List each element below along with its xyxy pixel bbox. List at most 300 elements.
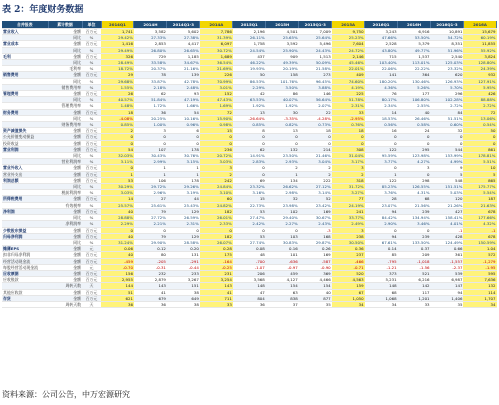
value-cell: 42 bbox=[233, 91, 266, 97]
value-cell: 141 bbox=[365, 72, 398, 78]
value-cell: 3.88% bbox=[299, 84, 332, 90]
value-cell: -1,557 bbox=[431, 258, 464, 264]
value-cell: 1,513 bbox=[299, 53, 332, 59]
value-cell: 55.92% bbox=[463, 47, 496, 53]
value-cell: 1 bbox=[167, 165, 200, 171]
value-cell: 23.32% bbox=[233, 184, 266, 190]
value-cell: 68 bbox=[398, 196, 431, 202]
value-cell: 147 bbox=[431, 283, 464, 289]
value-cell: 5.95% bbox=[463, 84, 496, 90]
value-cell: 74.60% bbox=[332, 78, 365, 84]
value-cell: 32.03% bbox=[101, 153, 134, 159]
value-cell: 3 bbox=[332, 227, 365, 233]
value-cell: 273 bbox=[299, 72, 332, 78]
value-cell: 113.01% bbox=[398, 60, 431, 66]
value-cell: 33 bbox=[332, 109, 365, 115]
table-row bbox=[2, 78, 497, 84]
value-cell: 156 bbox=[101, 270, 134, 276]
value-cell: 3 bbox=[332, 165, 365, 171]
value-cell: 53 bbox=[233, 208, 266, 214]
value-cell: 369 bbox=[299, 270, 332, 276]
value-cell: -0.44 bbox=[167, 264, 200, 270]
row-label: 归母净利润 bbox=[2, 233, 48, 239]
value-cell: 23.50% bbox=[266, 153, 299, 159]
row-label: 每股经营活动现金流 bbox=[2, 264, 48, 270]
value-cell: 678 bbox=[463, 208, 496, 214]
value-cell: 0 bbox=[134, 227, 167, 233]
value-cell: 4.01% bbox=[431, 221, 464, 227]
value-cell: 22.73% bbox=[233, 202, 266, 208]
value-cell: 31.24% bbox=[101, 239, 134, 245]
value-cell: 45.46% bbox=[332, 60, 365, 66]
value-cell: 50 bbox=[233, 72, 266, 78]
metric-label: 同比 bbox=[48, 239, 82, 245]
value-cell: 3,568 bbox=[233, 277, 266, 283]
value-cell: 242 bbox=[200, 177, 233, 183]
value-cell: 34 bbox=[463, 301, 496, 307]
value-cell: 151.51% bbox=[431, 184, 464, 190]
value-cell: 24.19% bbox=[332, 202, 365, 208]
value-cell: 21.69% bbox=[200, 66, 233, 72]
value-cell: 4,466 bbox=[299, 277, 332, 283]
value-cell: 33.58% bbox=[134, 60, 167, 66]
unit-cell: % bbox=[82, 122, 101, 128]
value-cell: 13 bbox=[266, 128, 299, 134]
metric-label: 同比 bbox=[48, 78, 82, 84]
value-cell: 3.11% bbox=[101, 159, 134, 165]
metric-label: 营业利润率 bbox=[48, 159, 82, 165]
value-cell: 2 bbox=[299, 165, 332, 171]
value-cell: 0 bbox=[365, 140, 398, 146]
unit-cell: 天 bbox=[82, 301, 101, 307]
row-label: 所得税费用 bbox=[2, 196, 48, 202]
value-cell: 428 bbox=[431, 233, 464, 239]
value-cell: 27.47% bbox=[233, 215, 266, 221]
value-cell: 33 bbox=[398, 301, 431, 307]
value-cell: 26.62% bbox=[266, 184, 299, 190]
value-cell: 43.80% bbox=[365, 47, 398, 53]
value-cell: 33.87% bbox=[134, 78, 167, 84]
row-label: 销售费用 bbox=[2, 72, 48, 78]
value-cell: 101 bbox=[266, 252, 299, 258]
value-cell: 130.46% bbox=[398, 78, 431, 84]
unit-cell: 天 bbox=[82, 283, 101, 289]
header-row bbox=[2, 21, 497, 29]
source-note: 资料来源：公司公告，中万宏源研究 bbox=[2, 390, 130, 399]
value-cell: 2.55% bbox=[398, 103, 431, 109]
column-header: 2014H bbox=[134, 21, 167, 29]
value-cell: 22.22% bbox=[398, 66, 431, 72]
value-cell: 26.80% bbox=[134, 47, 167, 53]
value-cell: 520 bbox=[332, 270, 365, 276]
value-cell: 0.28 bbox=[200, 246, 233, 252]
value-cell: 3.19% bbox=[167, 190, 200, 196]
value-cell: 56.64% bbox=[299, 97, 332, 103]
metric-label: 同比 bbox=[48, 115, 82, 121]
value-cell: 0 bbox=[167, 134, 200, 140]
metric-label: 金额 bbox=[48, 289, 82, 295]
value-cell: 1,406 bbox=[431, 295, 464, 301]
financial-table-container bbox=[2, 21, 497, 384]
unit-cell: % bbox=[82, 202, 101, 208]
value-cell: 41 bbox=[134, 289, 167, 295]
value-cell: 26.11% bbox=[233, 35, 266, 41]
value-cell: 1 bbox=[134, 165, 167, 171]
value-cell: 932 bbox=[463, 72, 496, 78]
value-cell: 30.67% bbox=[299, 215, 332, 221]
value-cell: 79 bbox=[134, 233, 167, 239]
value-cell: 85.23% bbox=[365, 184, 398, 190]
value-cell: 437 bbox=[233, 53, 266, 59]
value-cell: 2,528 bbox=[365, 41, 398, 47]
row-label: 净利润 bbox=[2, 208, 48, 214]
value-cell: 0 bbox=[266, 227, 299, 233]
metric-label: 金额 bbox=[48, 196, 82, 202]
value-cell: 134.94% bbox=[398, 215, 431, 221]
value-cell: -1,018 bbox=[398, 258, 431, 264]
value-cell: 595 bbox=[463, 270, 496, 276]
value-cell: 41 bbox=[200, 289, 233, 295]
value-cell: 0 bbox=[398, 140, 431, 146]
value-cell: 1.04 bbox=[463, 246, 496, 252]
value-cell: 40 bbox=[101, 208, 134, 214]
value-cell: -636 bbox=[266, 258, 299, 264]
value-cell: 24.43% bbox=[299, 47, 332, 53]
table-row bbox=[2, 301, 497, 307]
value-cell: 129 bbox=[167, 233, 200, 239]
value-cell: -459 bbox=[101, 258, 134, 264]
value-cell: 30.83% bbox=[266, 239, 299, 245]
value-cell: 63 bbox=[266, 289, 299, 295]
metric-label: 财务费用率 bbox=[48, 122, 82, 128]
unit-cell: 百万元 bbox=[82, 196, 101, 202]
value-cell: 3,254 bbox=[200, 277, 233, 283]
value-cell: 2 bbox=[332, 171, 365, 177]
value-cell: 53 bbox=[233, 233, 266, 239]
value-cell: 2.83% bbox=[233, 159, 266, 165]
value-cell: 168 bbox=[299, 233, 332, 239]
unit-cell: 百万元 bbox=[82, 53, 101, 59]
value-cell: 182 bbox=[200, 208, 233, 214]
value-cell: 0 bbox=[266, 140, 299, 146]
value-cell: 1 bbox=[365, 171, 398, 177]
value-cell: 2,146 bbox=[332, 53, 365, 59]
value-cell: 521 bbox=[398, 270, 431, 276]
value-cell: 0 bbox=[431, 134, 464, 140]
value-cell: 1,537 bbox=[398, 53, 431, 59]
value-cell: 187 bbox=[463, 196, 496, 202]
metric-label: 金额 bbox=[48, 208, 82, 214]
value-cell: 0.82% bbox=[266, 122, 299, 128]
value-cell: 29.72% bbox=[134, 184, 167, 190]
value-cell: 2.31% bbox=[332, 103, 365, 109]
value-cell: 159 bbox=[332, 283, 365, 289]
value-cell: 28.58% bbox=[167, 239, 200, 245]
value-cell: 68 bbox=[365, 289, 398, 295]
value-cell: 0 bbox=[398, 227, 431, 233]
value-cell: 31.72% bbox=[332, 184, 365, 190]
value-cell: 127.91% bbox=[463, 78, 496, 84]
value-cell: 5.70% bbox=[431, 84, 464, 90]
unit-cell: 百万元 bbox=[82, 208, 101, 214]
value-cell: -164 bbox=[200, 258, 233, 264]
value-cell: 34 bbox=[332, 301, 365, 307]
row-label: 毛利 bbox=[2, 53, 48, 59]
value-cell: -0.71 bbox=[332, 264, 365, 270]
value-cell: 88.88% bbox=[463, 97, 496, 103]
value-cell: 1.92% bbox=[266, 103, 299, 109]
value-cell: 125.03% bbox=[431, 60, 464, 66]
value-cell: 2.27% bbox=[266, 221, 299, 227]
value-cell: 1.69% bbox=[200, 103, 233, 109]
value-cell: 26.65% bbox=[167, 47, 200, 53]
unit-cell: % bbox=[82, 159, 101, 165]
value-cell: 29 bbox=[101, 72, 134, 78]
unit-cell: 百万元 bbox=[82, 91, 101, 97]
value-cell: 2.31% bbox=[167, 221, 200, 227]
value-cell: 1,758 bbox=[233, 41, 266, 47]
value-cell: 80 bbox=[134, 252, 167, 258]
value-cell: 0 bbox=[365, 165, 398, 171]
value-cell: 30.29% bbox=[101, 184, 134, 190]
value-cell: 0 bbox=[463, 134, 496, 140]
value-cell: 0 bbox=[233, 227, 266, 233]
value-cell: 34 bbox=[365, 301, 398, 307]
value-cell: 5,602 bbox=[167, 29, 200, 35]
value-cell: 14.91% bbox=[233, 153, 266, 159]
value-cell: 4.31% bbox=[398, 190, 431, 196]
value-cell: 18 bbox=[299, 128, 332, 134]
value-cell: 52 bbox=[299, 196, 332, 202]
value-cell: 2 bbox=[266, 165, 299, 171]
value-cell: 0 bbox=[233, 134, 266, 140]
value-cell: 63.53% bbox=[233, 97, 266, 103]
value-cell: 8,351 bbox=[431, 41, 464, 47]
column-header: 合并报表 bbox=[2, 21, 48, 29]
value-cell: 178.81% bbox=[463, 153, 496, 159]
value-cell: 0.14 bbox=[365, 246, 398, 252]
unit-cell: 百万元 bbox=[82, 146, 101, 152]
value-cell: 143 bbox=[134, 283, 167, 289]
value-cell: 31.39% bbox=[200, 35, 233, 41]
value-cell: 2.72% bbox=[431, 103, 464, 109]
value-cell: 0 bbox=[266, 134, 299, 140]
value-cell: -0.25 bbox=[200, 264, 233, 270]
unit-cell: % bbox=[82, 115, 101, 121]
value-cell: 4.36% bbox=[365, 84, 398, 90]
metric-label: 金额 bbox=[48, 146, 82, 152]
value-cell: -466 bbox=[332, 258, 365, 264]
value-cell: 19.93% bbox=[233, 66, 266, 72]
value-cell: 24.54% bbox=[233, 47, 266, 53]
value-cell: 0 bbox=[233, 171, 266, 177]
value-cell: 122 bbox=[365, 177, 398, 183]
value-cell: 2.18% bbox=[134, 84, 167, 90]
unit-cell: 百万元 bbox=[82, 277, 101, 283]
unit-cell: 百万元 bbox=[82, 171, 101, 177]
value-cell: 6,216 bbox=[398, 277, 431, 283]
value-cell: 1,741 bbox=[101, 29, 134, 35]
value-cell: 21.63% bbox=[463, 202, 496, 208]
value-cell: 0 bbox=[167, 227, 200, 233]
value-cell: 175.77% bbox=[463, 184, 496, 190]
value-cell: 177.66% bbox=[463, 215, 496, 221]
unit-cell: 百万元 bbox=[82, 128, 101, 134]
value-cell: 1.72% bbox=[134, 103, 167, 109]
value-cell: 231 bbox=[200, 270, 233, 276]
value-cell: 0.08 bbox=[233, 246, 266, 252]
value-cell: 20.37% bbox=[134, 66, 167, 72]
row-label: 其他应收款 bbox=[2, 289, 48, 295]
value-cell: 40.07% bbox=[266, 97, 299, 103]
value-cell: 222 bbox=[299, 177, 332, 183]
value-cell: -1,279 bbox=[463, 258, 496, 264]
value-cell: 0 bbox=[431, 140, 464, 146]
value-cell: 76 bbox=[365, 91, 398, 97]
value-cell: 24.84% bbox=[200, 184, 233, 190]
value-cell: 1,068 bbox=[365, 295, 398, 301]
value-cell: 2,196 bbox=[233, 29, 266, 35]
value-cell: 44 bbox=[167, 196, 200, 202]
value-cell: 0 bbox=[233, 140, 266, 146]
value-cell: 3.03% bbox=[200, 159, 233, 165]
value-cell: 296 bbox=[431, 91, 464, 97]
unit-cell: % bbox=[82, 215, 101, 221]
value-cell: 22.01% bbox=[332, 66, 365, 72]
value-cell: 142 bbox=[398, 283, 431, 289]
value-cell: 9 bbox=[431, 165, 464, 171]
value-cell: 21.16% bbox=[167, 66, 200, 72]
value-cell: 29.49% bbox=[101, 47, 134, 53]
metric-label: 同比 bbox=[48, 184, 82, 190]
column-header: 单位 bbox=[82, 21, 101, 29]
value-cell: -1 bbox=[463, 227, 496, 233]
value-cell: 0 bbox=[101, 227, 134, 233]
value-cell: 47.43% bbox=[200, 97, 233, 103]
unit-cell: % bbox=[82, 78, 101, 84]
unit-cell: 元 bbox=[82, 246, 101, 252]
value-cell: 3.76% bbox=[365, 190, 398, 196]
value-cell: 2.48% bbox=[167, 84, 200, 90]
value-cell: 182 bbox=[200, 233, 233, 239]
value-cell: 0.96% bbox=[167, 122, 200, 128]
table-row bbox=[2, 184, 497, 190]
value-cell: 1 bbox=[167, 171, 200, 177]
value-cell: 31.04% bbox=[332, 153, 365, 159]
value-cell: 53.50% bbox=[398, 35, 431, 41]
value-cell: 86.53% bbox=[233, 78, 266, 84]
value-cell: 107 bbox=[134, 146, 167, 152]
metric-label: 金额 bbox=[48, 91, 82, 97]
value-cell: 79 bbox=[134, 208, 167, 214]
value-cell: 70.99% bbox=[200, 78, 233, 84]
value-cell: 3,267 bbox=[167, 277, 200, 283]
value-cell: 298 bbox=[398, 177, 431, 183]
value-cell: 25.23% bbox=[332, 35, 365, 41]
metric-label: 周转天数 bbox=[48, 301, 82, 307]
value-cell: 20.25% bbox=[134, 115, 167, 121]
value-cell: 2.29% bbox=[101, 221, 134, 227]
value-cell: 49.39% bbox=[266, 60, 299, 66]
value-cell: 36 bbox=[233, 301, 266, 307]
value-cell: 35 bbox=[299, 301, 332, 307]
value-cell: 3,592 bbox=[266, 41, 299, 47]
metric-label: 销售费用率 bbox=[48, 84, 82, 90]
value-cell: 13.06% bbox=[463, 115, 496, 121]
value-cell: 1,707 bbox=[463, 295, 496, 301]
metric-label: 金额 bbox=[48, 258, 82, 264]
value-cell: 27 bbox=[134, 196, 167, 202]
value-cell: 37 bbox=[266, 301, 299, 307]
value-cell: 40.57% bbox=[101, 97, 134, 103]
value-cell: 14 bbox=[101, 196, 134, 202]
unit-cell: 百万元 bbox=[82, 72, 101, 78]
value-cell: 25.57% bbox=[101, 202, 134, 208]
value-cell: 877 bbox=[299, 295, 332, 301]
value-cell: 0 bbox=[134, 140, 167, 146]
value-cell: 22 bbox=[299, 109, 332, 115]
row-label: 资产减值损失 bbox=[2, 128, 48, 134]
value-cell: 77 bbox=[332, 196, 365, 202]
value-cell: 38 bbox=[167, 301, 200, 307]
value-cell: 1,050 bbox=[332, 295, 365, 301]
value-cell: 132 bbox=[266, 146, 299, 152]
unit-cell: % bbox=[82, 66, 101, 72]
value-cell: 178 bbox=[167, 177, 200, 183]
value-cell: 678 bbox=[463, 233, 496, 239]
value-cell: 295 bbox=[398, 146, 431, 152]
value-cell: 42.78% bbox=[167, 78, 200, 84]
value-cell: 0 bbox=[365, 134, 398, 140]
value-cell: 51.84% bbox=[134, 97, 167, 103]
value-cell: 3.03% bbox=[101, 190, 134, 196]
value-cell: 144 bbox=[101, 283, 134, 289]
value-cell: 865 bbox=[463, 177, 496, 183]
value-cell: 2.33% bbox=[200, 221, 233, 227]
value-cell: 148 bbox=[233, 283, 266, 289]
metric-label: 周转天数 bbox=[48, 283, 82, 289]
row-label: 营业外收入 bbox=[2, 165, 48, 171]
unit-cell: % bbox=[82, 190, 101, 196]
value-cell: 30.43% bbox=[134, 153, 167, 159]
value-cell: 0 bbox=[101, 165, 134, 171]
metric-label: 净利润率 bbox=[48, 221, 82, 227]
metric-label: 税前利润率 bbox=[48, 190, 82, 196]
value-cell: 2,879 bbox=[134, 277, 167, 283]
value-cell: 5.26% bbox=[398, 84, 431, 90]
unit-cell: 百万元 bbox=[82, 258, 101, 264]
value-cell: 6,916 bbox=[398, 29, 431, 35]
value-cell: 29.87% bbox=[299, 239, 332, 245]
unit-cell: % bbox=[82, 84, 101, 90]
value-cell: 51.51% bbox=[431, 115, 464, 121]
value-cell: 10 bbox=[463, 165, 496, 171]
value-cell: 53 bbox=[101, 177, 134, 183]
metric-label: 金额 bbox=[48, 134, 82, 140]
value-cell: 22.06% bbox=[365, 66, 398, 72]
value-cell: 25.65% bbox=[266, 35, 299, 41]
metric-label: 有效税率 bbox=[48, 202, 82, 208]
value-cell: 1.55% bbox=[101, 84, 134, 90]
column-header: 2014Q1-3 bbox=[167, 21, 200, 29]
value-cell: 861 bbox=[463, 146, 496, 152]
value-cell: -2.37 bbox=[431, 264, 464, 270]
value-cell: 96.45% bbox=[299, 78, 332, 84]
table-row bbox=[2, 153, 497, 159]
row-label: 投资收益 bbox=[2, 140, 48, 146]
value-cell: 0 bbox=[332, 140, 365, 146]
metric-label: 毛利率 bbox=[48, 66, 82, 72]
